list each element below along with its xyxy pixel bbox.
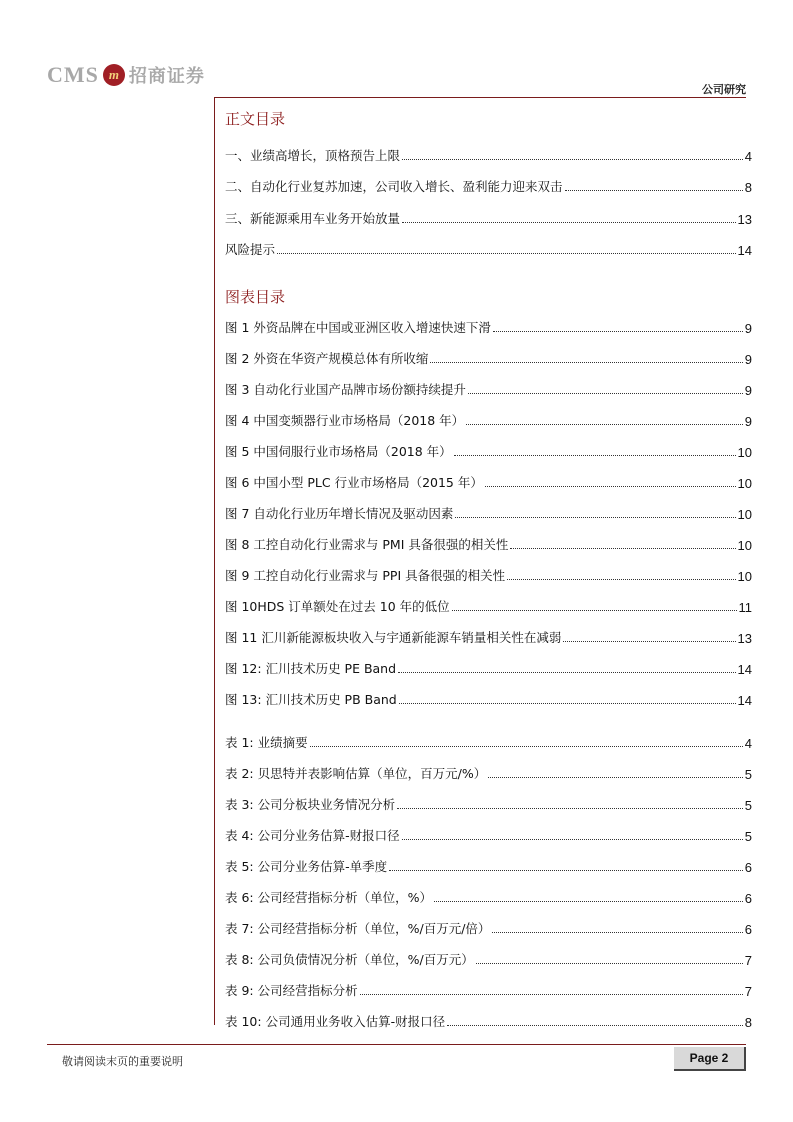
dot-leader: [468, 393, 743, 394]
dot-leader: [277, 253, 736, 254]
toc-item-label: 一、业绩高增长，顶格预告上限: [225, 148, 401, 163]
toc-item-label: 风险提示: [225, 241, 276, 257]
figure-item-label: 图 1 外资品牌在中国或亚洲区收入增速快速下滑: [225, 320, 491, 335]
table-item-label: 表 5: 公司分业务估算-单季度: [225, 859, 388, 874]
dot-leader: [488, 777, 743, 778]
toc-item-page-number: 4: [744, 149, 752, 164]
dot-leader: [507, 579, 735, 580]
toc-item-row[interactable]: [225, 240, 752, 258]
table-item-page-number: 7: [744, 984, 752, 999]
dot-leader: [454, 455, 736, 456]
figure-item-row[interactable]: [225, 597, 752, 615]
toc-item-row[interactable]: [225, 177, 752, 195]
dot-leader: [452, 610, 737, 611]
logo-cms-text: CMS: [47, 62, 99, 87]
report-category: 公司研究: [702, 83, 746, 96]
logo-company-name: 招商证券: [128, 66, 205, 87]
toc-item-row[interactable]: [225, 209, 752, 227]
header-divider: [214, 97, 746, 98]
toc-item-label: 三、新能源乘用车业务开始放量: [225, 210, 401, 226]
figure-item-row[interactable]: [225, 318, 752, 336]
figure-item-label: 图 8 工控自动化行业需求与 PMI 具备很强的相关性: [225, 537, 509, 552]
figure-item-row[interactable]: [225, 411, 752, 429]
dot-leader: [360, 994, 743, 995]
figure-item-label: 图 6 中国小型 PLC 行业市场格局（2015 年）: [225, 475, 483, 490]
table-item-row[interactable]: [225, 981, 752, 999]
dot-leader: [397, 808, 743, 809]
toc-item-row[interactable]: [225, 146, 752, 164]
figure-item-row[interactable]: [225, 504, 752, 522]
figure-item-row[interactable]: [225, 690, 752, 708]
figures-title: 图表目录: [225, 288, 286, 306]
table-item-label: 表 8: 公司负债情况分析（单位，%/百万元）: [225, 952, 474, 967]
figure-item-row[interactable]: [225, 380, 752, 398]
dot-leader: [563, 641, 735, 642]
figure-item-label: 图 12: 汇川技术历史 PE Band: [225, 661, 397, 676]
figure-item-label: 图 10HDS 订单额处在过去 10 年的低位: [225, 599, 450, 614]
dot-leader: [399, 703, 736, 704]
footer-divider: [47, 1044, 746, 1045]
figure-item-label: 图 2 外资在华资产规模总体有所收缩: [225, 351, 429, 366]
figure-item-label: 图 11 汇川新能源板块收入与宇通新能源车销量相关性在减弱: [225, 630, 562, 645]
figure-item-label: 图 13: 汇川技术历史 PB Band: [225, 692, 397, 707]
figure-item-page-number: 10: [737, 538, 752, 553]
figure-item-page-number: 9: [744, 383, 752, 398]
dot-leader: [447, 1025, 743, 1026]
dot-leader: [455, 517, 735, 518]
table-item-page-number: 5: [744, 829, 752, 844]
table-item-page-number: 7: [744, 953, 752, 968]
dot-leader: [565, 190, 743, 191]
toc-item-page-number: 8: [744, 180, 752, 196]
figure-item-page-number: 13: [737, 631, 752, 646]
figure-item-label: 图 5 中国伺服行业市场格局（2018 年）: [225, 444, 452, 459]
table-item-row[interactable]: [225, 950, 752, 968]
figure-item-page-number: 10: [737, 476, 752, 491]
figure-item-label: 图 4 中国变频器行业市场格局（2018 年）: [225, 413, 465, 428]
dot-leader: [389, 870, 743, 871]
dot-leader: [493, 331, 743, 332]
figure-item-label: 图 3 自动化行业国产品牌市场份额持续提升: [225, 382, 466, 397]
table-item-label: 表 10: 公司通用业务收入估算-财报口径: [225, 1014, 446, 1029]
figure-item-page-number: 9: [744, 352, 752, 367]
dot-leader: [310, 746, 743, 747]
dot-leader: [398, 672, 735, 673]
table-item-row[interactable]: [225, 888, 752, 906]
footer-disclaimer: 敬请阅读末页的重要说明: [62, 1055, 183, 1068]
margin-divider: [214, 97, 215, 1025]
logo-badge-icon: m: [103, 64, 125, 86]
table-item-row[interactable]: [225, 733, 752, 751]
dot-leader: [485, 486, 736, 487]
toc-title: 正文目录: [225, 110, 286, 128]
figure-item-page-number: 14: [737, 693, 752, 708]
table-item-row[interactable]: [225, 857, 752, 875]
table-item-label: 表 3: 公司分板块业务情况分析: [225, 797, 396, 812]
toc-item-page-number: 14: [737, 242, 752, 258]
dot-leader: [430, 362, 742, 363]
figure-item-row[interactable]: [225, 349, 752, 367]
toc-item-page-number: 13: [737, 211, 752, 227]
figure-item-label: 图 9 工控自动化行业需求与 PPI 具备很强的相关性: [225, 568, 506, 583]
table-item-label: 表 1: 业绩摘要: [225, 735, 308, 750]
figure-item-row[interactable]: [225, 566, 752, 584]
table-item-row[interactable]: [225, 764, 752, 782]
table-item-page-number: 6: [744, 860, 752, 875]
table-item-label: 表 7: 公司经营指标分析（单位，%/百万元/倍）: [225, 921, 491, 936]
table-item-page-number: 4: [744, 736, 752, 751]
page-number-badge: Page 2: [674, 1047, 746, 1071]
table-item-label: 表 2: 贝思特并表影响估算（单位，百万元/%）: [225, 766, 487, 781]
table-item-row[interactable]: [225, 795, 752, 813]
figure-item-page-number: 9: [744, 321, 752, 336]
figure-item-row[interactable]: [225, 473, 752, 491]
figure-item-page-number: 14: [737, 662, 752, 677]
figure-item-row[interactable]: [225, 659, 752, 677]
dot-leader: [402, 159, 743, 160]
dot-leader: [402, 222, 736, 223]
table-item-page-number: 5: [744, 767, 752, 782]
table-item-page-number: 6: [744, 891, 752, 906]
figure-item-page-number: 10: [737, 507, 752, 522]
figure-item-page-number: 10: [737, 569, 752, 584]
figure-item-page-number: 11: [738, 600, 752, 615]
table-item-label: 表 9: 公司经营指标分析: [225, 983, 358, 998]
dot-leader: [492, 932, 742, 933]
dot-leader: [466, 424, 743, 425]
dot-leader: [476, 963, 743, 964]
figure-item-page-number: 9: [744, 414, 752, 429]
table-item-row[interactable]: [225, 826, 752, 844]
table-item-page-number: 5: [744, 798, 752, 813]
page-header: [0, 0, 793, 100]
figure-item-row[interactable]: [225, 442, 752, 460]
dot-leader: [434, 901, 743, 902]
cms-logo: [47, 60, 205, 90]
table-item-page-number: 6: [744, 922, 752, 937]
table-item-label: 表 6: 公司经营指标分析（单位，%）: [225, 890, 432, 905]
table-item-row[interactable]: [225, 1012, 752, 1030]
dot-leader: [510, 548, 735, 549]
dot-leader: [402, 839, 743, 840]
figure-item-page-number: 10: [737, 445, 752, 460]
table-item-row[interactable]: [225, 919, 752, 937]
figure-item-row[interactable]: [225, 628, 752, 646]
figure-item-label: 图 7 自动化行业历年增长情况及驱动因素: [225, 506, 454, 521]
toc-item-label: 二、自动化行业复苏加速，公司收入增长、盈利能力迎来双击: [225, 179, 563, 195]
table-item-page-number: 8: [744, 1015, 752, 1030]
figure-item-row[interactable]: [225, 535, 752, 553]
table-item-label: 表 4: 公司分业务估算-财报口径: [225, 828, 400, 843]
